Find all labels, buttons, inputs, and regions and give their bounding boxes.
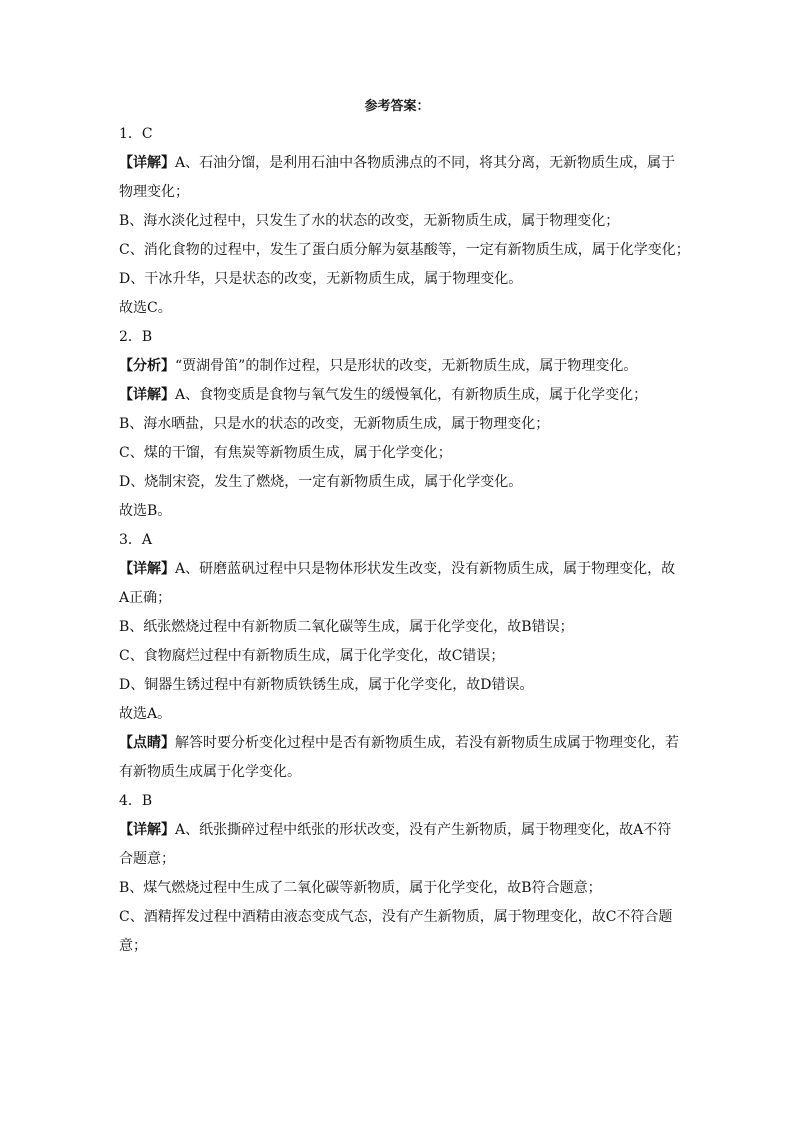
answer-content — [119, 120, 690, 961]
line-text: B、海水淡化过程中，只发生了水的状态的改变，无新物质生成，属于物理变化； — [119, 213, 620, 229]
answer-line — [119, 729, 679, 758]
answer-line — [119, 584, 679, 613]
answer-line — [119, 207, 679, 236]
line-text: 1．C — [119, 126, 153, 142]
answer-line — [119, 497, 679, 526]
section-label: 【详解】 — [119, 387, 175, 403]
answer-line — [119, 555, 679, 584]
line-text: C、消化食物的过程中，发生了蛋白质分解为氨基酸等，一定有新物质生成，属于化学变化； — [119, 242, 690, 258]
section-label: 【详解】 — [119, 822, 175, 838]
line-text: 意； — [119, 938, 147, 954]
answer-line — [119, 323, 679, 352]
answer-line — [119, 874, 679, 903]
answer-line — [119, 903, 679, 932]
answer-line — [119, 613, 679, 642]
line-text: A、研磨蓝矾过程中只是物体形状发生改变，没有新物质生成，属于物理变化，故 — [175, 561, 676, 577]
answer-line — [119, 671, 679, 700]
answer-line — [119, 178, 679, 207]
line-text: B、纸张燃烧过程中有新物质二氧化碳等生成，属于化学变化，故B错误； — [119, 619, 574, 635]
line-text: B、煤气燃烧过程中生成了二氧化碳等新物质，属于化学变化，故B符合题意； — [119, 880, 602, 896]
answer-line — [119, 265, 679, 294]
page-title: 参考答案： — [364, 99, 430, 114]
line-text: A、食物变质是食物与氧气发生的缓慢氧化，有新物质生成，属于化学变化； — [175, 387, 648, 403]
line-text: 故选B。 — [119, 503, 172, 519]
line-text: B、海水晒盐，只是水的状态的改变，无新物质生成，属于物理变化； — [119, 416, 550, 432]
line-text: 4．B — [119, 793, 153, 809]
line-text: D、干冰升华，只是状态的改变，无新物质生成，属于物理变化。 — [119, 271, 523, 287]
line-text: D、烧制宋瓷，发生了燃烧，一定有新物质生成，属于化学变化。 — [119, 474, 523, 490]
answer-line — [119, 526, 679, 555]
line-text: 合题意； — [119, 851, 175, 867]
answer-line — [119, 236, 690, 265]
line-text: A正确； — [119, 590, 172, 606]
answer-line — [119, 787, 679, 816]
line-text: 故选C。 — [119, 300, 172, 316]
line-text: 物理变化； — [119, 184, 189, 200]
section-label: 【详解】 — [119, 155, 175, 171]
line-text: 3．A — [119, 532, 153, 548]
line-text: 故选A。 — [119, 706, 172, 722]
answer-line — [119, 294, 679, 323]
line-text: A、石油分馏，是利用石油中各物质沸点的不同，将其分离，无新物质生成，属于 — [175, 155, 676, 171]
answer-line — [119, 932, 679, 961]
section-label: 【点睛】 — [119, 735, 175, 751]
answer-line — [119, 352, 679, 381]
line-text: “贾湖骨笛”的制作过程，只是形状的改变，无新物质生成，属于物理变化。 — [175, 358, 638, 374]
section-label: 【分析】 — [119, 358, 175, 374]
answer-line — [119, 468, 679, 497]
line-text: C、酒精挥发过程中酒精由液态变成气态，没有产生新物质，属于物理变化，故C不符合题 — [119, 909, 673, 925]
line-text: C、煤的干馏，有焦炭等新物质生成，属于化学变化； — [119, 445, 452, 461]
answer-line — [119, 758, 679, 787]
line-text: 2．B — [119, 329, 153, 345]
answer-line — [119, 149, 679, 178]
line-text: 有新物质生成属于化学变化。 — [119, 764, 301, 780]
answer-line — [119, 120, 679, 149]
line-text: 解答时要分析变化过程中是否有新物质生成，若没有新物质生成属于物理变化，若 — [175, 735, 679, 751]
answer-line — [119, 642, 679, 671]
answer-line — [119, 816, 679, 845]
line-text: C、食物腐烂过程中有新物质生成，属于化学变化，故C错误； — [119, 648, 505, 664]
answer-line — [119, 381, 679, 410]
answer-line — [119, 439, 679, 468]
answer-line — [119, 700, 679, 729]
line-text: D、铜器生锈过程中有新物质铁锈生成，属于化学变化，故D错误。 — [119, 677, 534, 693]
answer-line — [119, 845, 679, 874]
answer-line — [119, 410, 679, 439]
section-label: 【详解】 — [119, 561, 175, 577]
line-text: A、纸张撕碎过程中纸张的形状改变，没有产生新物质，属于物理变化，故A不符 — [175, 822, 672, 838]
